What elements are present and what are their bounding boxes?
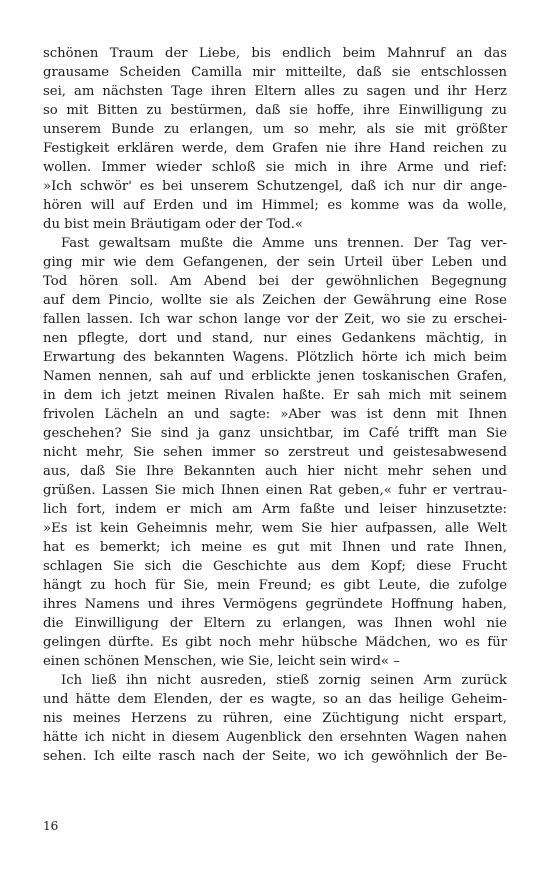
text-line: nis meines Herzens zu rühren, eine Züchtigung nicht erspart, xyxy=(43,711,507,726)
text-line: unserem Bunde zu erlangen, um so mehr, als sie mit größter xyxy=(43,122,507,137)
text-line: ihres Namens und ihres Vermögens gegründete Hoffnung haben, xyxy=(43,597,507,612)
text-line: grüßen. Lassen Sie mich Ihnen einen Rat geben,« fuhr er vertrau- xyxy=(43,483,507,498)
text-line: auf dem Pincio, wollte sie als Zeichen der Gewährung eine Rose xyxy=(43,293,507,308)
text-line: schlagen Sie sich die Geschichte aus dem Kopf; diese Frucht xyxy=(43,559,507,574)
text-line: sei, am nächsten Tage ihren Eltern alles zu sagen und ihr Herz xyxy=(43,84,507,99)
text-line: Namen nennen, sah auf und erblickte jenen toskanischen Grafen, xyxy=(43,369,507,384)
text-line: hätte ich nicht in diesem Augenblick den ersehnten Wagen nahen xyxy=(43,730,507,745)
paragraph-start-line: Ich ließ ihn nicht ausreden, stieß zornig seinen Arm zurück xyxy=(61,673,507,688)
text-line: aus, daß Sie Ihre Bekannten auch hier nicht mehr sehen und xyxy=(43,464,507,479)
body-text xyxy=(43,44,507,766)
text-line: ging mir wie dem Gefangenen, der sein Urteil über Leben und xyxy=(43,255,507,270)
text-line: »Ich schwör' es bei unserem Schutzengel, daß ich nur dir ange- xyxy=(43,179,507,194)
text-line: und hätte dem Elenden, der es wagte, so an das heilige Geheim- xyxy=(43,692,507,707)
text-line: du bist mein Bräutigam oder der Tod.« xyxy=(43,217,303,232)
text-line: einen schönen Menschen, wie Sie, leicht sein wird« – xyxy=(43,654,400,669)
text-line: hören will auf Erden und im Himmel; es komme was da wolle, xyxy=(43,198,507,213)
text-line: geschehen? Sie sind ja ganz unsichtbar, im Café trifft man Sie xyxy=(43,426,507,441)
text-line: »Es ist kein Geheimnis mehr, wem Sie hier aufpassen, alle Welt xyxy=(43,521,507,536)
text-line: in dem ich jetzt meinen Rivalen haßte. Er sah mich mit seinem xyxy=(43,388,507,403)
paragraph-start-line: Fast gewaltsam mußte die Amme uns trennen. Der Tag ver- xyxy=(61,236,507,251)
text-line: hängt zu hoch für Sie, mein Freund; es gibt Leute, die zufolge xyxy=(43,578,507,593)
text-line: sehen. Ich eilte rasch nach der Seite, wo ich gewöhnlich der Be- xyxy=(43,749,507,764)
text-line: so mit Bitten zu bestürmen, daß sie hoffe, ihre Einwilligung zu xyxy=(43,103,507,118)
text-line: gelingen dürfte. Es gibt noch mehr hübsche Mädchen, wo es für xyxy=(43,635,507,650)
text-line: nen pflegte, dort und stand, nur eines Gedankens mächtig, in xyxy=(43,331,507,346)
text-line: hat es bemerkt; ich meine es gut mit Ihnen und rate Ihnen, xyxy=(43,540,507,555)
text-line: die Einwilligung der Eltern zu erlangen, was Ihnen wohl nie xyxy=(43,616,507,631)
page-number: 16 xyxy=(43,819,59,833)
text-line: fallen lassen. Ich war schon lange vor der Zeit, wo sie zu erschei- xyxy=(43,312,507,327)
text-line: wollen. Immer wieder schloß sie mich in ihre Arme und rief: xyxy=(43,160,507,175)
text-line: Tod hören soll. Am Abend bei der gewöhnlichen Begegnung xyxy=(43,274,507,289)
text-line: frivolen Lächeln an und sagte: »Aber was ist denn mit Ihnen xyxy=(43,407,507,422)
text-line: schönen Traum der Liebe, bis endlich beim Mahnruf an das xyxy=(43,46,507,61)
text-line: Erwartung des bekannten Wagens. Plötzlich hörte ich mich beim xyxy=(43,350,507,365)
text-line: nicht mehr, Sie sehen immer so zerstreut und geistesabwesend xyxy=(43,445,507,460)
text-line: Festigkeit erklären werde, dem Grafen nie ihre Hand reichen zu xyxy=(43,141,507,156)
text-line: lich fort, indem er mich am Arm faßte und leiser hinzusetzte: xyxy=(43,502,507,517)
text-line: grausame Scheiden Camilla mir mitteilte, daß sie entschlossen xyxy=(43,65,507,80)
